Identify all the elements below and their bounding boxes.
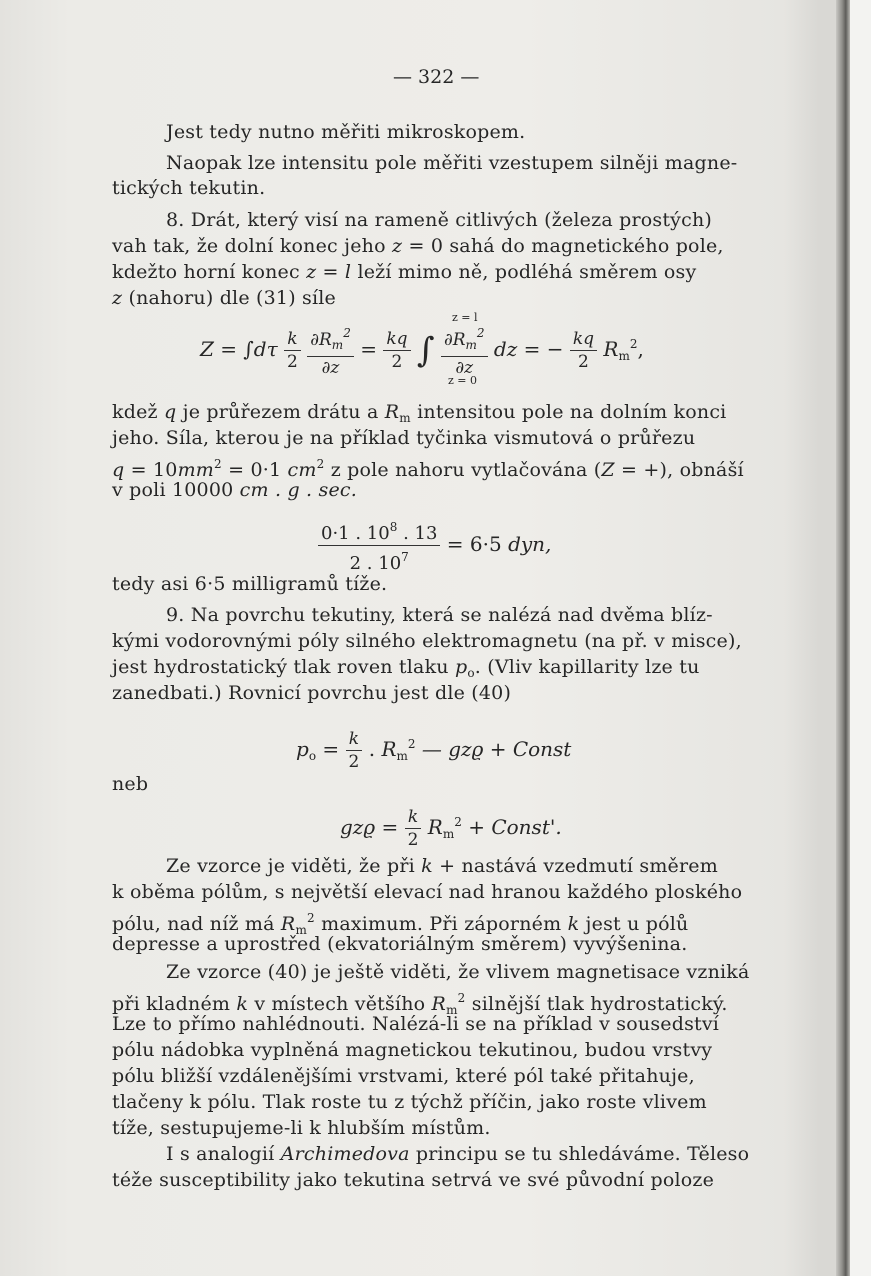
integral-sign: ∫ — [416, 330, 435, 371]
text-line: depresse a uprostřed (ekvatoriálným směrem) vyvýšenina. — [112, 933, 688, 955]
text-segment: v poli 10000 — [112, 479, 234, 501]
text-line — [112, 286, 336, 310]
text-segment: = 10 — [130, 459, 178, 481]
text-line — [112, 880, 764, 904]
next-page-edge — [850, 0, 871, 1276]
integral-upper-limit: z = l — [452, 311, 478, 324]
math-symbol: R — [603, 337, 619, 361]
text-line-content: 9. Na povrchu tekutiny, která se nalézá nad dvěma blíz- — [166, 604, 713, 626]
text-line-content: Naopak lze intensitu pole měřiti vzestupem silněji magne- — [166, 152, 738, 174]
equation-result: = 6·5 — [446, 532, 502, 556]
text-line — [112, 1038, 764, 1062]
text-segment: (nahoru) dle (31) síle — [128, 287, 337, 309]
text-line: $q = 10mm^2 = 0\cdot 1$ $cm^2$ z pole nahoru vytlačována (Z = +), obnáší — [112, 457, 744, 481]
text-line — [166, 1142, 764, 1166]
text-segment: vah tak, že dolní konec jeho — [112, 235, 386, 257]
text-segment: kdežto horní konec — [112, 261, 300, 283]
math-symbol: z — [112, 287, 123, 309]
text-line-content: pólu nádobka vyplněná magnetickou tekutinou, budou vrstvy — [112, 1039, 713, 1061]
text-line — [112, 1090, 764, 1114]
text-line-content: téže susceptibility jako tekutina setrvá ve své původní poloze — [112, 1169, 715, 1191]
equation-lhs: Z = ∫dτ — [200, 337, 278, 361]
math-symbol: z = l — [306, 261, 352, 283]
text-line: tických tekutin. — [112, 177, 266, 199]
text-segment: v místech většího — [254, 993, 426, 1015]
fraction: $\frac{k}{2}$ — [284, 328, 301, 373]
text-line — [166, 603, 764, 627]
math-symbol: q — [163, 401, 177, 423]
text-line: tíže, sestupujeme-li k hlubším místům. — [112, 1117, 491, 1139]
text-line: Jest tedy nutno měřiti mikroskopem. — [166, 121, 526, 143]
text-line — [112, 426, 764, 450]
text-line-content: 8. Drát, který visí na rameně citlivých (železa prostých) — [166, 209, 712, 231]
unit: dyn, — [508, 532, 552, 556]
text-segment: při kladném — [112, 993, 231, 1015]
text-segment: intensitou pole na dolním konci — [417, 401, 727, 423]
equation-numeric — [318, 516, 551, 575]
text-segment: = +), obnáší — [621, 459, 744, 481]
text-line: neb — [112, 773, 149, 795]
equation-body: Z = ∫dτ $\frac{k}{2}$ $\frac{\partial R_m^2}{\partial z}$ = $\frac{kq}{2}$ ∫ $\frac{\partial R_m^2}{\partial z}$ dz = − $\frac{kq}{2}$ $R_m^2$, — [200, 322, 644, 379]
text-segment: silnější tlak hydrostatický. — [471, 993, 728, 1015]
text-line: tedy asi 6·5 milligramů tíže. — [112, 573, 388, 595]
fraction: $\frac{\partial R_m^2}{\partial z}$ — [307, 322, 354, 379]
text-segment: jest u pólů — [585, 913, 689, 935]
text-line — [112, 1168, 764, 1192]
text-line: jest hydrostatický tlak roven tlaku $p_o$. (Vliv kapillarity lze tu — [112, 656, 700, 680]
text-segment: pólu, nad níž má — [112, 913, 275, 935]
text-line-content: Lze to přímo nahlédnouti. Nalézá-li se na příklad v sousedství — [112, 1013, 720, 1035]
text-line-content: tlačeny k pólu. Tlak roste tu z týchž příčin, jako roste vlivem — [112, 1091, 707, 1113]
equation-surface: gzϱ = $\frac{k}{2}$ $R_m^2$ + Const'. — [340, 807, 562, 850]
fraction: $\frac{kq}{2}$ — [570, 328, 597, 373]
fraction: $\frac{0\cdot 1 . 10^8 . 13}{2 . 10^7}$ — [318, 516, 440, 575]
fraction: $\frac{k}{2}$ — [405, 806, 422, 851]
units: cm . g . sec. — [239, 479, 358, 501]
math-symbol: q — [112, 459, 125, 481]
fraction: $\frac{k}{2}$ — [346, 728, 363, 773]
equation-rest: — gzϱ + Const — [421, 737, 572, 761]
text-segment: maximum. Při záporném — [321, 913, 562, 935]
text-segment: jest hydrostatický tlak roven tlaku — [112, 656, 449, 678]
equation-pressure: $p_o$ = $\frac{k}{2}$ . $R_m^2$ — gzϱ + Const — [296, 729, 572, 772]
book-gutter — [836, 0, 850, 1276]
text-line — [166, 960, 764, 984]
text-line — [112, 478, 357, 502]
text-line-content: jeho. Síla, kterou je na příklad tyčinka vismutová o průřezu — [112, 427, 696, 449]
text-segment: . (Vliv kapillarity lze tu — [474, 656, 700, 678]
text-segment: I s analogií — [166, 1143, 275, 1165]
text-line-content: Ze vzorce (40) je ještě viděti, že vlivem magnetisace vzniká — [166, 961, 750, 983]
text-line-content: pólu bližší vzdálenějšími vrstvami, které pól také přitahuje, — [112, 1065, 695, 1087]
text-line: pólu, nad níž má $R_m^2$ maximum. Při záporném k jest u pólů — [112, 911, 689, 937]
text-line: Ze vzorce je viděti, že při k + nastává vzedmutí směrem — [166, 855, 718, 877]
text-line — [112, 629, 764, 653]
text-line: kdež q je průřezem drátu a $R_m$ intensitou pole na dolním konci — [112, 401, 727, 425]
text-line — [166, 208, 764, 232]
text-line — [112, 260, 764, 284]
text-line: při kladném k v místech většího $R_m^2$ silnější tlak hydrostatický. — [112, 991, 728, 1017]
fraction: $\frac{\partial R_m^2}{\partial z}$ — [441, 322, 488, 379]
fraction: $\frac{kq}{2}$ — [383, 328, 410, 373]
text-segment: principu se tu shledáváme. Těleso — [415, 1143, 750, 1165]
text-segment: = 0·1 — [228, 459, 282, 481]
text-line — [112, 234, 764, 258]
text-segment: + nastává vzedmutí směrem — [439, 855, 718, 877]
text-line-content: k oběma pólům, s největší elevací nad hranou každého ploského — [112, 881, 743, 903]
text-segment: z pole nahoru vytlačována ( — [330, 459, 602, 481]
equals-minus: = − — [523, 337, 564, 361]
text-segment: Ze vzorce je viděti, že při — [166, 855, 415, 877]
text-segment: Archimedova — [280, 1143, 410, 1165]
page-number: — 322 — — [393, 66, 480, 88]
text-line: zanedbati.) Rovnicí povrchu jest dle (40) — [112, 682, 512, 704]
equals-sign: = — [360, 337, 377, 361]
math-symbol: z — [392, 235, 403, 257]
math-symbol: R — [384, 401, 400, 423]
equation-rest: + Const'. — [468, 815, 562, 839]
text-segment: je průřezem drátu a — [182, 401, 379, 423]
text-segment: kdež — [112, 401, 158, 423]
text-segment: = 0 sahá do magnetického pole, — [408, 235, 724, 257]
text-line — [112, 1012, 764, 1036]
text-line — [112, 1064, 764, 1088]
text-line-content: kými vodorovnými póly silného elektromagnetu (na př. v misce), — [112, 630, 742, 652]
differential: dz — [493, 337, 518, 361]
text-segment: leží mimo ně, podléhá směrem osy — [357, 261, 697, 283]
integral-lower-limit: z = 0 — [448, 374, 478, 387]
text-line — [166, 151, 764, 175]
